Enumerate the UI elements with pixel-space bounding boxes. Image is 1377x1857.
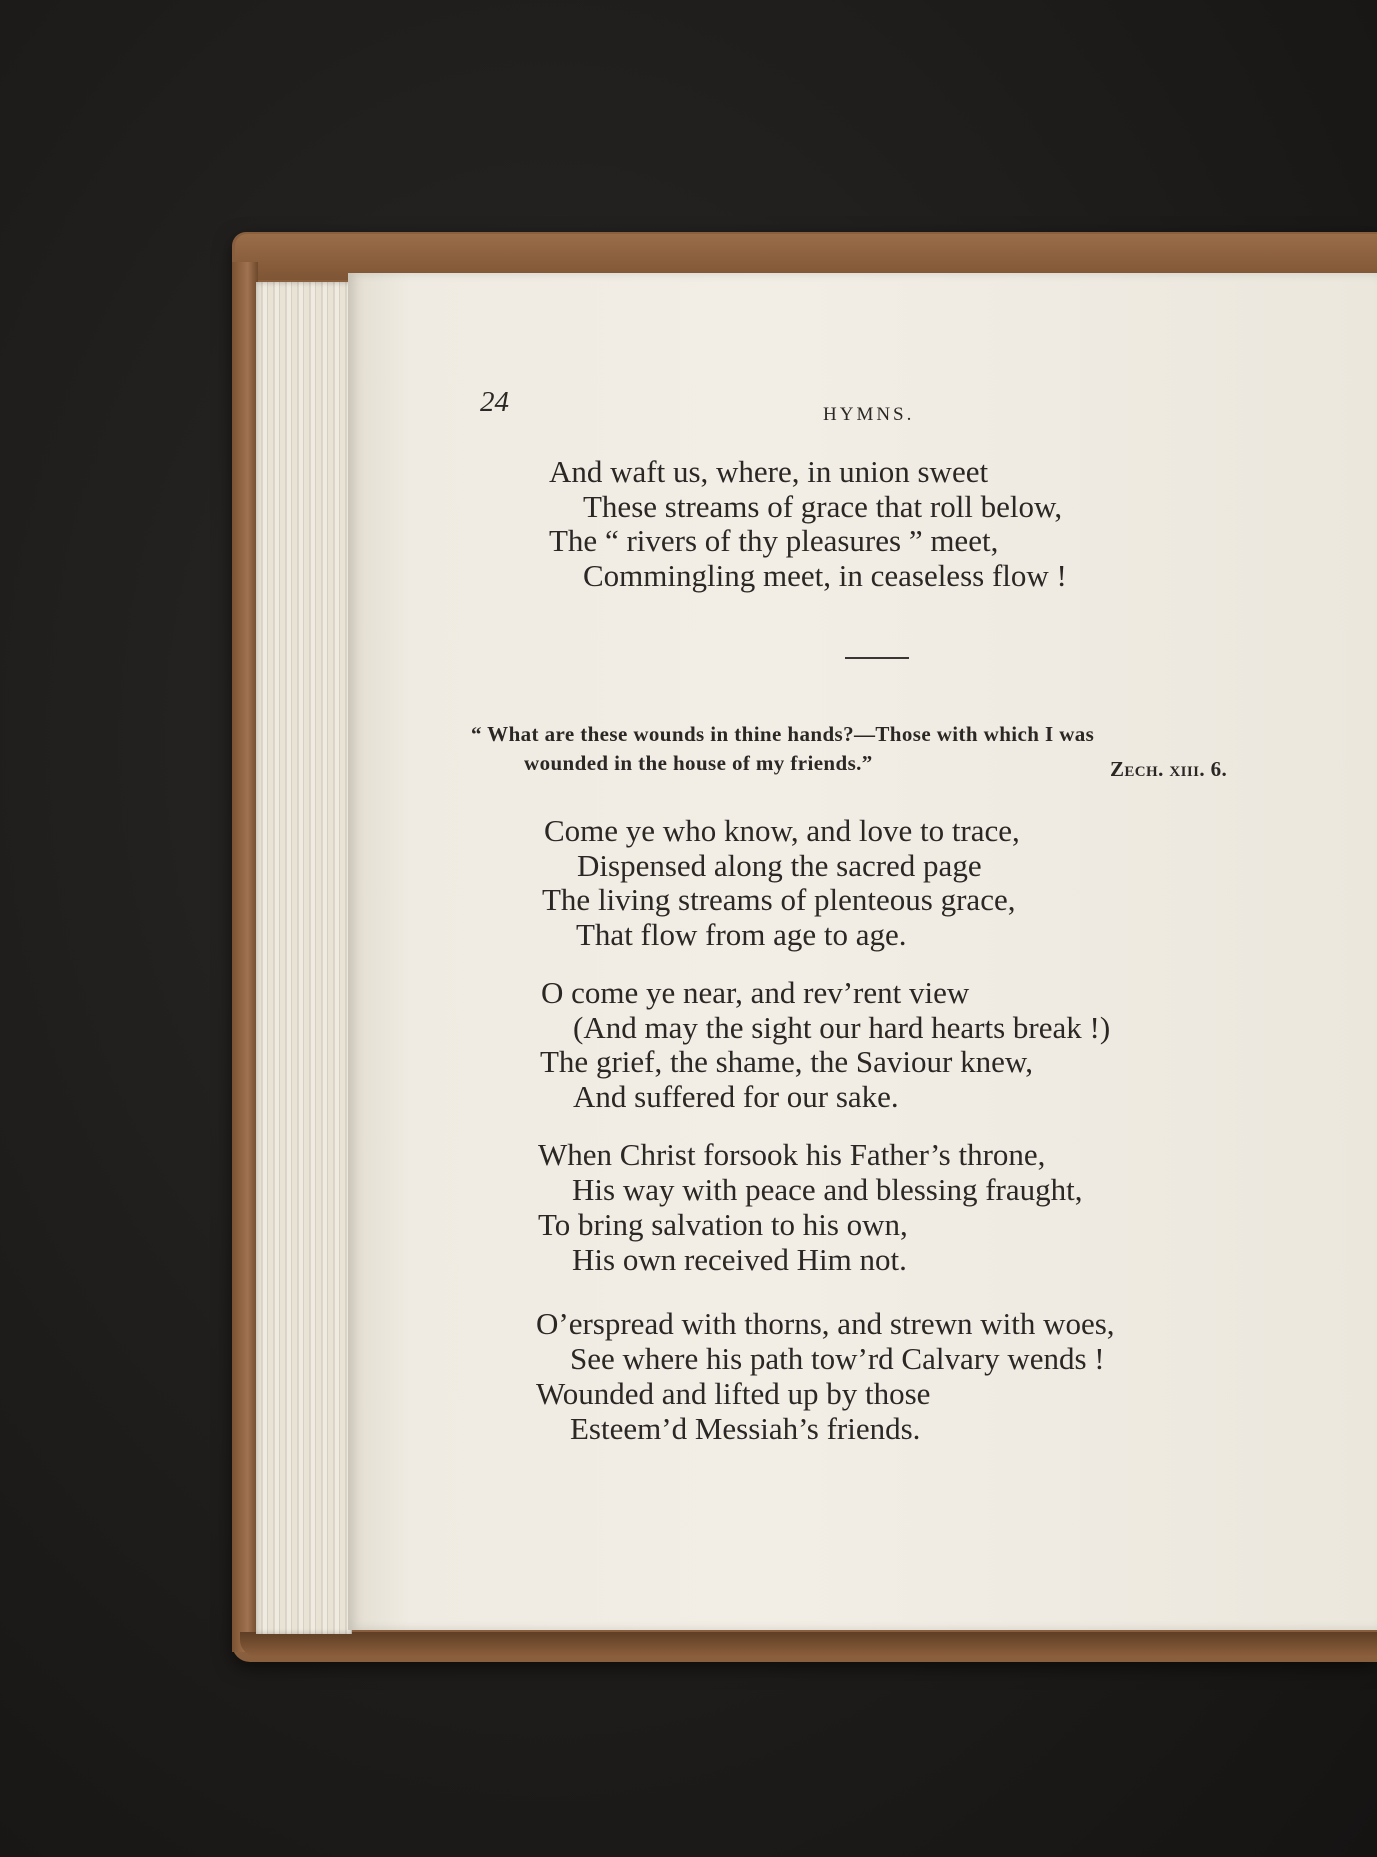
- verse-line: The “ rivers of thy pleasures ” meet,: [549, 523, 999, 558]
- section-divider: [845, 657, 909, 659]
- book-cover-bottom-edge: [240, 1632, 1377, 1656]
- verse-line: Commingling meet, in ceaseless flow !: [583, 558, 1067, 593]
- verse-line: His way with peace and blessing fraught,: [572, 1172, 1083, 1207]
- running-head: HYMNS.: [823, 404, 915, 425]
- book-cover-spine-edge: [232, 262, 258, 1652]
- verse-line: And suffered for our sake.: [573, 1079, 899, 1114]
- verse-line: And waft us, where, in union sweet: [549, 454, 989, 489]
- verse-line: Esteem’d Messiah’s friends.: [570, 1411, 921, 1446]
- verse-line: That flow from age to age.: [576, 917, 907, 952]
- verse-line: O come ye near, and rev’rent view: [541, 975, 970, 1010]
- verse-line: (And may the sight our hard hearts break !): [573, 1010, 1111, 1045]
- verse-line: Dispensed along the sacred page: [577, 848, 982, 883]
- verse-line: See where his path tow’rd Calvary wends !: [570, 1341, 1105, 1376]
- verse-line: The grief, the shame, the Saviour knew,: [540, 1044, 1033, 1079]
- verse-line: When Christ forsook his Father’s throne,: [538, 1137, 1046, 1172]
- verse-line: His own received Him not.: [572, 1242, 907, 1277]
- epigraph-citation: Zech. xiii. 6.: [1110, 757, 1228, 781]
- verse-line: Come ye who know, and love to trace,: [544, 813, 1020, 848]
- verse-line: O’erspread with thorns, and strewn with woes,: [536, 1306, 1115, 1341]
- verse-line: These streams of grace that roll below,: [583, 489, 1063, 524]
- page-number: 24: [480, 386, 509, 418]
- verse-line: The living streams of plenteous grace,: [542, 882, 1016, 917]
- verse-line: Wounded and lifted up by those: [536, 1376, 931, 1411]
- verse-line: To bring salvation to his own,: [538, 1207, 908, 1242]
- page-block-edges: [256, 282, 352, 1634]
- epigraph-line: “ What are these wounds in thine hands?—Those with which I was: [471, 722, 1095, 746]
- epigraph-line: wounded in the house of my friends.”: [524, 751, 873, 775]
